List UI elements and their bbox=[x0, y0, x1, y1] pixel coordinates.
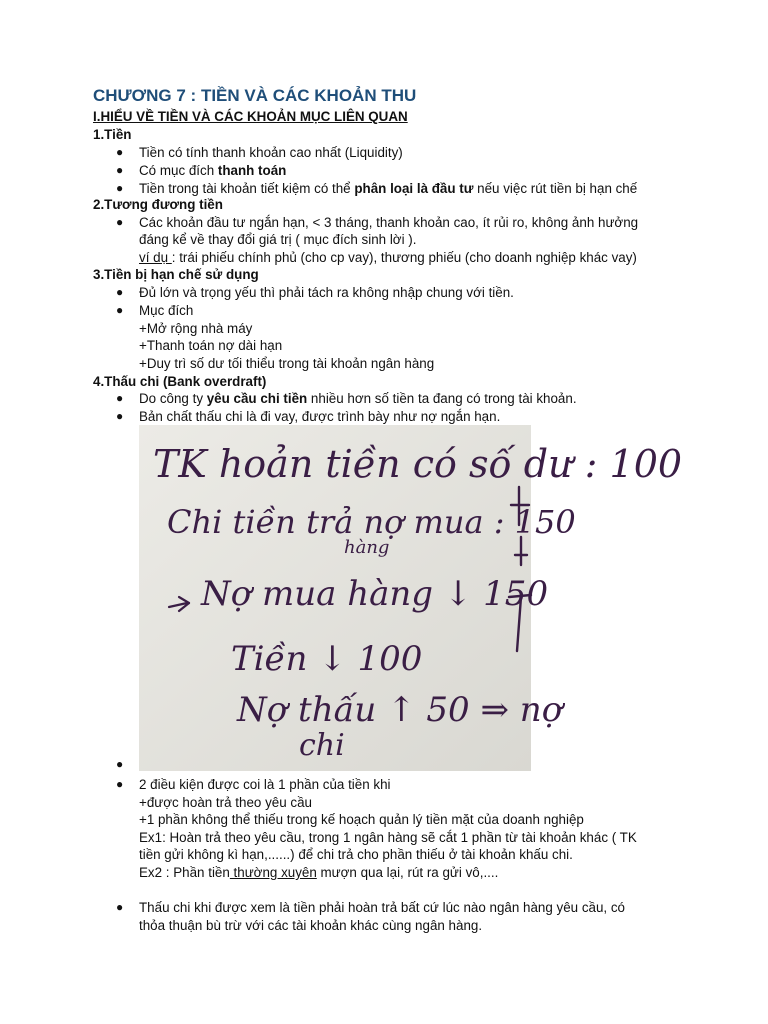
bullet: ● bbox=[116, 145, 124, 159]
bullet: ● bbox=[116, 391, 124, 405]
example-line bbox=[139, 249, 637, 267]
text: : trái phiếu chính phủ (cho cp vay), thương phiếu (cho doanh nghiệp khác vay) bbox=[171, 250, 637, 265]
list-item: Mục đích bbox=[139, 303, 194, 318]
bold-text: phân loại là đầu tư bbox=[354, 181, 474, 196]
whiteboard-text-line5: Nợ thấu ↑ 50 ⇒ nợ bbox=[237, 690, 563, 730]
list-item: Thấu chi khi được xem là tiền phải hoàn trả bất cứ lúc nào ngân hàng yêu cầu, có bbox=[139, 900, 626, 915]
heading-tuong-duong-tien: 2.Tương đương tiền bbox=[93, 197, 223, 212]
text: Do công ty bbox=[139, 391, 207, 406]
bullet: ● bbox=[116, 163, 124, 177]
bullet: ● bbox=[116, 757, 124, 771]
example-line bbox=[139, 864, 498, 882]
bullet: ● bbox=[116, 303, 124, 317]
list-item-continued: đáng kể về thay đổi giá trị ( mục đích sinh lời ). bbox=[139, 232, 417, 247]
text: mượn qua lại, rút ra gửi vô,.... bbox=[316, 865, 499, 880]
sub-item: +Mở rộng nhà máy bbox=[139, 321, 253, 336]
heading-tien-han-che: 3.Tiền bị hạn chế sử dụng bbox=[93, 267, 259, 282]
bold-text: yêu cầu chi tiền bbox=[206, 391, 308, 406]
list-item: 2 điều kiện được coi là 1 phần của tiền khi bbox=[139, 777, 391, 792]
sub-item: +Thanh toán nợ dài hạn bbox=[139, 338, 283, 353]
bullet: ● bbox=[116, 409, 124, 423]
whiteboard-text-line3: Nợ mua hàng ↓ 150 bbox=[201, 574, 549, 614]
sub-item: +Duy trì số dư tối thiểu trong tài khoản ngân hàng bbox=[139, 356, 435, 371]
list-item: Tiền có tính thanh khoản cao nhất (Liquidity) bbox=[139, 145, 403, 160]
text: Ex2 : Phần tiền bbox=[139, 865, 230, 880]
bullet: ● bbox=[116, 777, 124, 791]
list-item bbox=[139, 390, 577, 408]
bullet: ● bbox=[116, 900, 124, 914]
heading-tien: 1.Tiền bbox=[93, 127, 132, 142]
sub-item: +1 phần không thể thiếu trong kế hoạch quản lý tiền mặt của doanh nghiệp bbox=[139, 812, 584, 827]
example-label: ví dụ bbox=[139, 250, 172, 265]
bullet: ● bbox=[116, 215, 124, 229]
text: Tiền trong tài khoản tiết kiệm có thể bbox=[139, 181, 355, 196]
whiteboard-text-line1: TK hoản tiền có số dư : 100 bbox=[153, 442, 683, 486]
text: nếu việc rút tiền bị hạn chế bbox=[473, 181, 638, 196]
section-heading: I.HIỂU VỀ TIỀN VÀ CÁC KHOẢN MỤC LIÊN QUAN bbox=[93, 109, 408, 124]
bold-text: thanh toán bbox=[217, 163, 287, 178]
whiteboard-photo bbox=[139, 425, 683, 771]
example-line: tiền gửi không kì hạn,......) để chi trả cho phần thiếu ở tài khoản khấu chi. bbox=[139, 847, 573, 862]
sub-item: +được hoàn trả theo yêu cầu bbox=[139, 795, 312, 810]
list-item bbox=[139, 162, 286, 180]
whiteboard-text-line5b: chi bbox=[299, 728, 345, 763]
whiteboard-text-line2: Chi tiền trả nợ mua : 150 bbox=[167, 503, 576, 541]
chapter-title: CHƯƠNG 7 : TIỀN VÀ CÁC KHOẢN THU bbox=[93, 86, 417, 105]
list-item: Bản chất thấu chi là đi vay, được trình bày như nợ ngắn hạn. bbox=[139, 409, 501, 424]
list-item: Các khoản đầu tư ngắn hạn, < 3 tháng, thanh khoản cao, ít rủi ro, không ảnh hưởng bbox=[139, 215, 639, 230]
bullet: ● bbox=[116, 181, 124, 195]
list-item-continued: thỏa thuận bù trừ với các tài khoản khác cùng ngân hàng. bbox=[139, 918, 483, 933]
list-item: Đủ lớn và trọng yếu thì phải tách ra không nhập chung với tiền. bbox=[139, 285, 514, 300]
bullet: ● bbox=[116, 285, 124, 299]
whiteboard-text-line4: Tiền ↓ 100 bbox=[231, 639, 423, 679]
example-line: Ex1: Hoàn trả theo yêu cầu, trong 1 ngân hàng sẽ cắt 1 phần từ tài khoản khác ( TK bbox=[139, 830, 637, 845]
list-item bbox=[139, 180, 637, 198]
text: nhiều hơn số tiền ta đang có trong tài khoản. bbox=[307, 391, 577, 406]
whiteboard-text-line2b: hàng bbox=[344, 537, 390, 558]
underlined-text: thường xuyên bbox=[229, 865, 317, 880]
text: Có mục đích bbox=[139, 163, 218, 178]
heading-thau-chi: 4.Thấu chi (Bank overdraft) bbox=[93, 374, 267, 389]
